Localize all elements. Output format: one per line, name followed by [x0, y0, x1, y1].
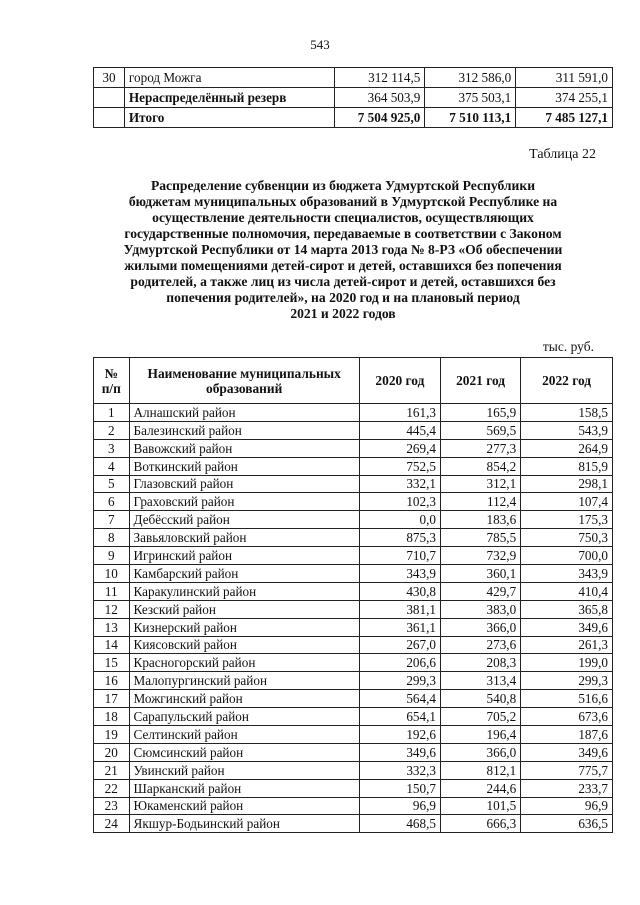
municipality-name: Шарканский район	[129, 779, 359, 797]
value-2020: 267,0	[359, 636, 440, 654]
table-row	[94, 761, 613, 779]
value-2022: 543,9	[521, 421, 613, 439]
table-row	[94, 743, 613, 761]
row-index: 7	[94, 511, 130, 529]
value-2021: 732,9	[440, 547, 520, 565]
table-row	[94, 547, 613, 565]
value-2020: 361,1	[359, 618, 440, 636]
value-2021: 312,1	[440, 475, 520, 493]
value-2020: 654,1	[359, 708, 440, 726]
value-2020: 752,5	[359, 457, 440, 475]
value-2022: 374 255,1	[516, 88, 613, 108]
value-2020: 102,3	[359, 493, 440, 511]
heading-line: Распределение субвенции из бюджета Удмуртской Республики	[150, 178, 536, 193]
table-row	[94, 439, 613, 457]
table-row	[94, 511, 613, 529]
value-2020: 564,4	[359, 690, 440, 708]
value-2021: 366,0	[440, 743, 520, 761]
row-name: Итого	[124, 108, 334, 128]
value-2020: 96,9	[359, 797, 440, 815]
value-2020: 161,3	[359, 404, 440, 422]
table-heading	[78, 178, 608, 322]
table-row	[94, 600, 613, 618]
municipality-name: Селтинский район	[129, 726, 359, 744]
municipality-name: Якшур-Бодьинский район	[129, 815, 359, 833]
value-2022: 343,9	[521, 565, 613, 583]
value-2020: 445,4	[359, 421, 440, 439]
value-2022: 349,6	[521, 618, 613, 636]
heading-line: бюджетам муниципальных образований в Удмуртской Республике на	[128, 194, 558, 209]
row-index: 8	[94, 529, 130, 547]
value-2022: 264,9	[521, 439, 613, 457]
row-index: 17	[94, 690, 130, 708]
value-2021: 208,3	[440, 654, 520, 672]
value-2021: 785,5	[440, 529, 520, 547]
header-2022: 2022 год	[521, 358, 613, 404]
municipality-name: Сюмсинский район	[129, 743, 359, 761]
municipality-name: Сарапульский район	[129, 708, 359, 726]
table-row	[94, 457, 613, 475]
row-index: 14	[94, 636, 130, 654]
municipality-name: Юкаменский район	[129, 797, 359, 815]
value-2022: 365,8	[521, 600, 613, 618]
value-2022: 199,0	[521, 654, 613, 672]
value-2021: 196,4	[440, 726, 520, 744]
header-row	[94, 358, 613, 404]
table-row	[94, 654, 613, 672]
municipality-name: Глазовский район	[129, 475, 359, 493]
row-name: город Можга	[124, 68, 334, 88]
row-index: 18	[94, 708, 130, 726]
municipality-name: Камбарский район	[129, 565, 359, 583]
row-index: 13	[94, 618, 130, 636]
table-row	[94, 779, 613, 797]
row-index: 30	[94, 68, 125, 88]
row-index: 16	[94, 672, 130, 690]
row-index: 4	[94, 457, 130, 475]
value-2020: 7 504 925,0	[334, 108, 425, 128]
value-2021: 183,6	[440, 511, 520, 529]
heading-line: 2021 и 2022 годов	[290, 306, 396, 321]
municipality-name: Игринский район	[129, 547, 359, 565]
row-index: 10	[94, 565, 130, 583]
municipality-name: Дебёсский район	[129, 511, 359, 529]
header-2020: 2020 год	[359, 358, 440, 404]
value-2022: 261,3	[521, 636, 613, 654]
row-index: 15	[94, 654, 130, 672]
page-number: 543	[310, 37, 330, 52]
municipality-name: Алнашский район	[129, 404, 359, 422]
row-index: 23	[94, 797, 130, 815]
table-row	[94, 475, 613, 493]
municipality-name: Можгинский район	[129, 690, 359, 708]
heading-line: государственные полномочия, передаваемые в соответствии с Законом	[124, 226, 562, 241]
value-2021: 375 503,1	[425, 88, 516, 108]
table-row	[94, 565, 613, 583]
heading-line: жилыми помещениями детей-сирот и детей, оставшихся без попечения	[124, 258, 562, 273]
row-index: 21	[94, 761, 130, 779]
value-2020: 430,8	[359, 582, 440, 600]
municipality-name: Воткинский район	[129, 457, 359, 475]
value-2021: 313,4	[440, 672, 520, 690]
heading-line: родителей, а также лиц из числа детей-сирот и детей, оставшихся без	[130, 274, 556, 289]
value-2021: 854,2	[440, 457, 520, 475]
value-2021: 383,0	[440, 600, 520, 618]
value-2022: 7 485 127,1	[516, 108, 613, 128]
value-2021: 277,3	[440, 439, 520, 457]
value-2020: 269,4	[359, 439, 440, 457]
municipality-name: Кезский район	[129, 600, 359, 618]
municipality-name: Киясовский район	[129, 636, 359, 654]
table-row	[94, 636, 613, 654]
table-row	[94, 672, 613, 690]
municipality-name: Красногорский район	[129, 654, 359, 672]
value-2020: 332,3	[359, 761, 440, 779]
value-2020: 875,3	[359, 529, 440, 547]
row-index: 9	[94, 547, 130, 565]
value-2022: 107,4	[521, 493, 613, 511]
table-row	[94, 815, 613, 833]
heading-line: попечения родителей», на 2020 год и на плановый период	[166, 290, 520, 305]
value-2020: 150,7	[359, 779, 440, 797]
row-index: 5	[94, 475, 130, 493]
value-2021: 112,4	[440, 493, 520, 511]
value-2021: 273,6	[440, 636, 520, 654]
value-2022: 750,3	[521, 529, 613, 547]
value-2021: 569,5	[440, 421, 520, 439]
table-row	[94, 708, 613, 726]
summary-row	[94, 88, 613, 108]
header-index: № п/п	[94, 358, 130, 404]
value-2022: 298,1	[521, 475, 613, 493]
value-2020: 349,6	[359, 743, 440, 761]
value-2022: 311 591,0	[516, 68, 613, 88]
value-2021: 360,1	[440, 565, 520, 583]
value-2022: 233,7	[521, 779, 613, 797]
row-index: 2	[94, 421, 130, 439]
summary-table	[93, 67, 613, 128]
value-2022: 673,6	[521, 708, 613, 726]
value-2020: 206,6	[359, 654, 440, 672]
value-2022: 775,7	[521, 761, 613, 779]
municipality-name: Каракулинский район	[129, 582, 359, 600]
row-index: 3	[94, 439, 130, 457]
value-2020: 364 503,9	[334, 88, 425, 108]
municipality-name: Граховский район	[129, 493, 359, 511]
value-2021: 429,7	[440, 582, 520, 600]
value-2022: 349,6	[521, 743, 613, 761]
table-row	[94, 690, 613, 708]
value-2021: 312 586,0	[425, 68, 516, 88]
row-index	[94, 108, 125, 128]
heading-line: осуществление деятельности специалистов, осуществляющих	[152, 210, 534, 225]
table-row	[94, 493, 613, 511]
row-index: 22	[94, 779, 130, 797]
value-2020: 343,9	[359, 565, 440, 583]
value-2022: 815,9	[521, 457, 613, 475]
value-2021: 812,1	[440, 761, 520, 779]
value-2022: 410,4	[521, 582, 613, 600]
value-2022: 700,0	[521, 547, 613, 565]
row-index: 11	[94, 582, 130, 600]
value-2022: 175,3	[521, 511, 613, 529]
value-2022: 158,5	[521, 404, 613, 422]
value-2022: 299,3	[521, 672, 613, 690]
table-row	[94, 797, 613, 815]
value-2022: 516,6	[521, 690, 613, 708]
value-2020: 192,6	[359, 726, 440, 744]
table-row	[94, 404, 613, 422]
municipality-name: Малопургинский район	[129, 672, 359, 690]
table-row	[94, 529, 613, 547]
row-index: 1	[94, 404, 130, 422]
value-2021: 165,9	[440, 404, 520, 422]
value-2022: 187,6	[521, 726, 613, 744]
municipality-name: Завьяловский район	[129, 529, 359, 547]
value-2020: 381,1	[359, 600, 440, 618]
value-2020: 299,3	[359, 672, 440, 690]
value-2020: 710,7	[359, 547, 440, 565]
municipality-name: Кизнерский район	[129, 618, 359, 636]
row-index: 6	[94, 493, 130, 511]
header-2021: 2021 год	[440, 358, 520, 404]
table-row	[94, 726, 613, 744]
row-index: 19	[94, 726, 130, 744]
value-2020: 0,0	[359, 511, 440, 529]
row-name: Нераспределённый резерв	[124, 88, 334, 108]
heading-line: Удмуртской Республики от 14 марта 2013 года № 8-РЗ «Об обеспечении	[123, 242, 563, 257]
value-2020: 312 114,5	[334, 68, 425, 88]
value-2021: 244,6	[440, 779, 520, 797]
value-2021: 366,0	[440, 618, 520, 636]
value-2020: 332,1	[359, 475, 440, 493]
summary-row	[94, 108, 613, 128]
table-row	[94, 618, 613, 636]
value-2022: 96,9	[521, 797, 613, 815]
value-2021: 7 510 113,1	[425, 108, 516, 128]
row-index: 24	[94, 815, 130, 833]
value-2021: 666,3	[440, 815, 520, 833]
subvention-table	[93, 357, 613, 833]
value-2021: 705,2	[440, 708, 520, 726]
table-label: Таблица 22	[529, 147, 596, 162]
header-name: Наименование муниципальных образований	[129, 358, 359, 404]
value-2020: 468,5	[359, 815, 440, 833]
table-row	[94, 421, 613, 439]
units-label: тыс. руб.	[542, 339, 594, 354]
row-index: 12	[94, 600, 130, 618]
table-row	[94, 582, 613, 600]
row-index	[94, 88, 125, 108]
summary-row	[94, 68, 613, 88]
municipality-name: Балезинский район	[129, 421, 359, 439]
value-2021: 540,8	[440, 690, 520, 708]
row-index: 20	[94, 743, 130, 761]
municipality-name: Увинский район	[129, 761, 359, 779]
municipality-name: Вавожский район	[129, 439, 359, 457]
value-2021: 101,5	[440, 797, 520, 815]
value-2022: 636,5	[521, 815, 613, 833]
